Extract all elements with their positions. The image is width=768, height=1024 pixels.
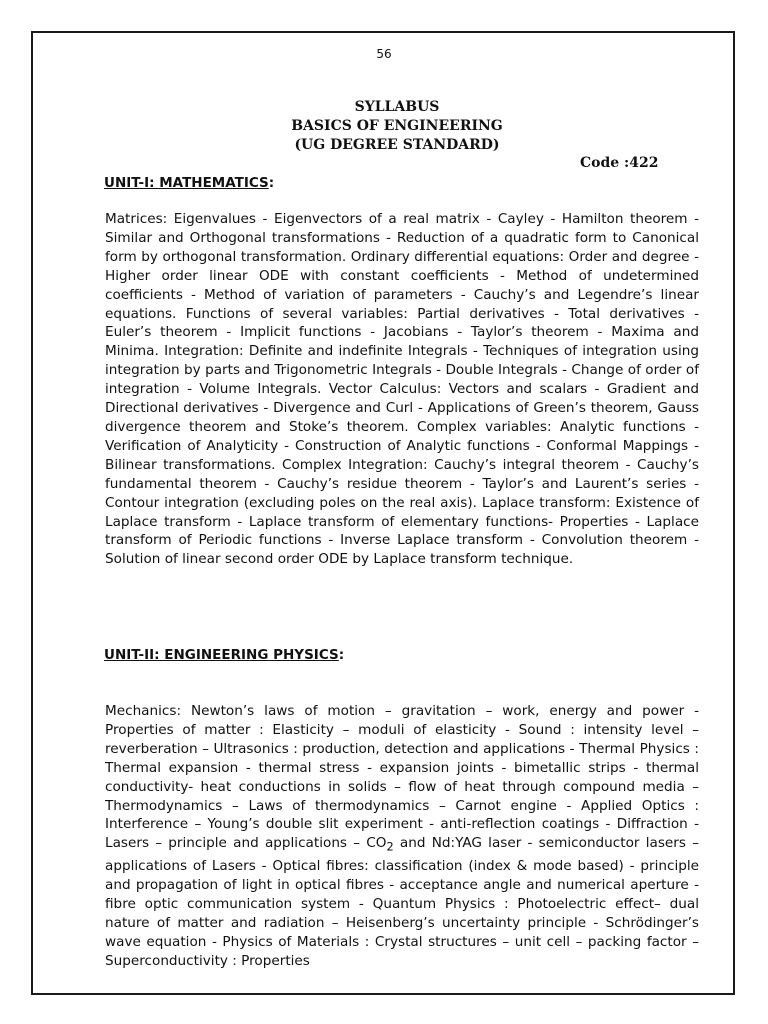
subject-code: Code :422 bbox=[580, 155, 659, 171]
unit2-paragraph bbox=[105, 702, 699, 990]
unit1-paragraph: Matrices: Eigenvalues - Eigenvectors of a real matrix - Cayley - Hamilton theorem - Similar and Orthogonal transformations - Reduction of a quadratic form to Canonical form by orthogonal transformation. Ordinary differential equations: Order and degree - Higher order linear ODE with constant coefficients - Method of undetermined coefficients - Method of variation of parameters - Cauchy’s and Legendre’s linear equations. Functions of several variables: Partial derivatives - Total derivatives - Euler’s theorem - Implicit functions - Jacobians - Taylor’s theorem - Maxima and Minima. Integration: Definite and indefinite Integrals - Techniques of integration using integration by parts and Trigonometric Integrals - Double Integrals - Change of order of integration - Volume Integrals. Vector Calculus: Vectors and scalars - Gradient and Directional derivatives - Divergence and Curl - Applications of Green’s theorem, Gauss divergence theorem and Stoke’s theorem. Complex variables: Analytic functions - Verification of Analyticity - Construction of Analytic functions - Conformal Mappings - Bilinear transformations. Complex Integration: Cauchy’s integral theorem - Cauchy’s fundamental theorem - Cauchy’s residue theorem - Taylor’s and Laurent’s series - Contour integration (excluding poles on the real axis). Laplace transform: Existence of Laplace transform - Laplace transform of elementary functions- Properties - Laplace transform of Periodic functions - Inverse Laplace transform - Convolution theorem - Solution of linear second order ODE by Laplace transform technique. bbox=[105, 211, 699, 568]
unit2-heading-colon: : bbox=[338, 647, 345, 663]
unit2-heading-text: UNIT-II: ENGINEERING PHYSICS bbox=[104, 647, 339, 663]
co2-subscript: 2 bbox=[386, 840, 394, 855]
unit2-text-part2: and Nd:YAG laser - semiconductor lasers – applications of Lasers - Optical fibres: classification (index & mode based) - principle and propagation of light in optical fibres - acceptance angle and numerical aperture - fibre optic communication system - Quantum Physics : Photoelectric effect– dual nature of matter and radiation – Heisenberg’s uncertainty principle - Schrödinger’s wave equation - Physics of Materials : Crystal structures – unit cell – packing factor – Superconductivity : Properties bbox=[105, 835, 699, 969]
title-line-syllabus: SYLLABUS bbox=[354, 99, 440, 115]
unit2-heading bbox=[104, 647, 344, 663]
page-title bbox=[0, 98, 768, 155]
page-number: 56 bbox=[376, 47, 392, 61]
title-line-subject: BASICS OF ENGINEERING bbox=[291, 118, 503, 134]
title-line-standard: (UG DEGREE STANDARD) bbox=[294, 137, 500, 153]
unit2-text-part1: Mechanics: Newton’s laws of motion – gravitation – work, energy and power - Properties of matter : Elasticity – moduli of elasticity - Sound : intensity level – reverberation – Ultrasonics : production, detection and applications - Thermal Physics : Thermal expansion - thermal stress - expansion joints - bimetallic strips - thermal conductivity- heat conductions in solids – flow of heat through compound media – Thermodynamics – Laws of thermodynamics – Carnot engine - Applied Optics : Interference – Young’s double slit experiment - anti-reflection coatings - Diffraction - Lasers – principle and applications – CO bbox=[105, 703, 699, 852]
unit1-heading bbox=[104, 175, 274, 191]
unit1-heading-text: UNIT-I: MATHEMATICS bbox=[104, 175, 269, 191]
unit1-heading-colon: : bbox=[268, 175, 275, 191]
